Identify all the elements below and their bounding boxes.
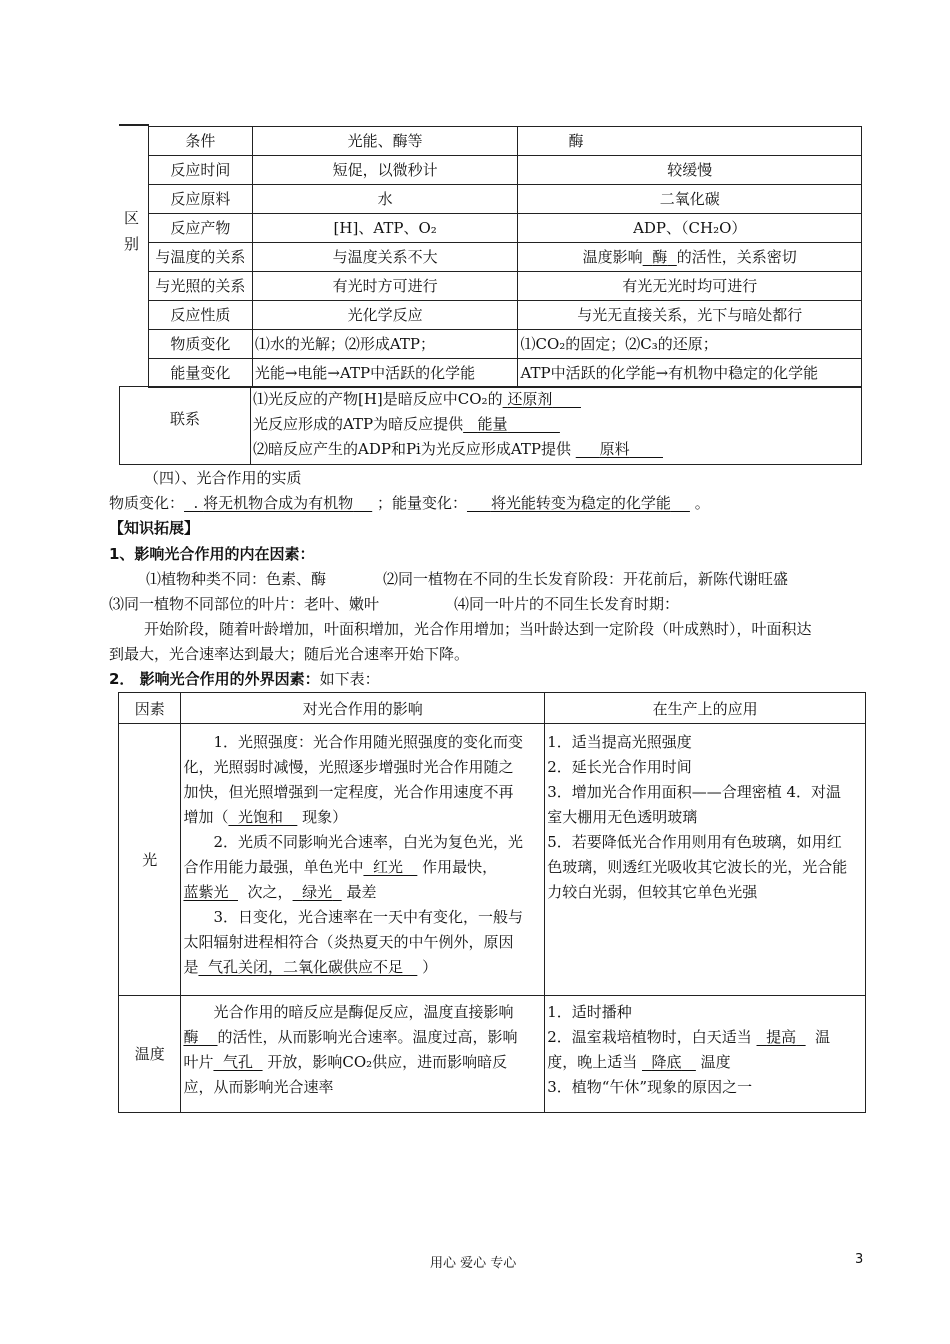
light-effect-line: 增加（ 光饱和 现象） [183,808,348,826]
light-effect-line: 2．光质不同影响光合速率，白光为复色光，光 [213,833,523,851]
dark-reaction-cell: 温度影响 酶 的活性，关系密切 [518,243,862,272]
factor-light: 光 [119,724,181,996]
light-effect-line: 太阳辐射进程相符合（炎热夏天的中午例外，原因 [183,933,514,951]
light-effect-line: 加快，但光照增强到一定程度，光合作用速度不再 [183,783,514,801]
dark-reaction-cell: 有光无光时均可进行 [518,272,862,301]
row-label: 反应性质 [149,301,253,330]
row-label: 能量变化 [149,359,253,388]
comparison-row [149,359,862,388]
link-row [119,386,862,465]
external-factors-table [118,692,866,1113]
comparison-row [149,127,862,156]
row-label: 与温度的关系 [149,243,253,272]
light-effect-line: 3．日变化，光合速率在一天中有变化，一般与 [213,908,523,926]
factor-temperature: 温度 [119,996,181,1113]
comparison-row [149,330,862,359]
temp-effect-cell: 光合作用的暗反应是酶促反应，温度直接影响 酶 的活性，从而影响光合速率。温度过高，影响 叶片 气孔 开放，影响CO₂供应，进而影响暗反 应，从而影响光合速率 [181,996,545,1113]
dark-reaction-cell: 酶 [518,127,862,156]
internal-factors-title: 1、影响光合作用的内在因素： [109,545,315,563]
light-reaction-cell: 短促，以微秒计 [252,156,518,185]
dark-reaction-cell: 与光无直接关系，光下与暗处都行 [518,301,862,330]
table1-side-label: 区别 [124,209,140,253]
row-label: 反应时间 [149,156,253,185]
header-factor: 因素 [119,693,181,724]
light-reaction-cell: 光能→电能→ATP中活跃的化学能 [252,359,518,388]
dark-reaction-cell: ⑴CO₂的固定；⑵C₃的还原； [518,330,862,359]
comparison-row [149,243,862,272]
light-effect-line: 蓝紫光 次之， 绿光 最差 [183,883,377,901]
light-application-line: 5．若要降低光合作用则用有色玻璃，如用红 [547,833,842,851]
light-application-line: 力较白光弱，但较其它单色光强 [547,883,758,901]
light-reaction-cell: 光化学反应 [252,301,518,330]
internal-factor-2: ⑵同一植物在不同的生长发育阶段：开花前后，新陈代谢旺盛 [383,570,789,588]
light-effect-line: 合作用能力最强，单色光中 红光 作用最快， [183,858,498,876]
light-application-line: 色玻璃，则透红光吸收其它波长的光，光合能 [547,858,848,876]
internal-paragraph-line-2: 到最大，光合速率达到最大；随后光合速率开始下降。 [109,645,470,663]
internal-factor-3: ⑶同一植物不同部位的叶片：老叶、嫩叶 [109,595,380,613]
comparison-row [149,301,862,330]
row-label: 与光照的关系 [149,272,253,301]
row-label: 物质变化 [149,330,253,359]
header-effect: 对光合作用的影响 [181,693,545,724]
expand-title: 【知识拓展】 [109,519,200,537]
light-application-line: 3．增加光合作用面积——合理密植 4．对温 [547,783,842,801]
light-reaction-cell: 水 [252,185,518,214]
comparison-row [149,185,862,214]
light-reaction-cell: 光能、酶等 [252,127,518,156]
light-effect-cell [181,724,545,996]
section4-heading: （四）、光合作用的实质 [144,469,302,487]
dark-reaction-cell: ATP中活跃的化学能→有机物中稳定的化学能 [518,359,862,388]
header-application: 在生产上的应用 [545,693,866,724]
row-label: 反应产物 [149,214,253,243]
comparison-table [148,126,862,388]
link-line-1: ⑴光反应的产物[H]是暗反应中CO₂的 还原剂 [253,390,553,408]
temp-application-cell: 1．适时播种 2．温室栽培植物时，白天适当 提高 温 度，晚上适当 降底 温度 3．植物“午休”现象的原因之一 [545,996,866,1113]
section4-summary: 物质变化： . 将无机物合成为有机物 ；能量变化： 将光能转变为稳定的化学能 。 [109,494,710,512]
link-line-3: ⑵暗反应产生的ADP和Pi为光反应形成ATP提供 原料 [253,440,630,458]
light-reaction-cell: ⑴水的光解；⑵形成ATP； [252,330,518,359]
light-reaction-cell: 与温度关系不大 [252,243,518,272]
link-line-2: 光反应形成的ATP为暗反应提供 能量 [253,415,508,433]
light-application-cell [545,724,866,996]
dark-reaction-cell: 二氧化碳 [518,185,862,214]
link-label: 联系 [170,410,201,428]
row-label: 反应原料 [149,185,253,214]
light-reaction-cell: [H]、ATP、O₂ [252,214,518,243]
external-factors-title: 2． 影响光合作用的外界因素：如下表： [109,670,380,688]
internal-factor-4: ⑷同一叶片的不同生长发育时期： [454,595,680,613]
light-effect-line: 化，光照弱时减慢，光照逐步增强时光合作用随之 [183,758,514,776]
page-number: 3 [855,1252,864,1267]
comparison-row [149,272,862,301]
dark-reaction-cell: 较缓慢 [518,156,862,185]
comparison-row [149,156,862,185]
dark-reaction-cell: ADP、（CH₂O） [518,214,862,243]
table1-top-stub [119,124,149,126]
light-application-line: 室大棚用无色透明玻璃 [547,808,698,826]
light-application-line: 2．延长光合作用时间 [547,758,692,776]
row-label: 条件 [149,127,253,156]
footer-text: 用心 爱心 专心 [430,1256,517,1271]
light-reaction-cell: 有光时方可进行 [252,272,518,301]
internal-factor-1: ⑴植物种类不同：色素、酶 [146,570,327,588]
light-effect-line: 1．光照强度：光合作用随光照强度的变化而变 [213,733,523,751]
internal-paragraph-line-1: 开始阶段，随着叶龄增加，叶面积增加，光合作用增加；当叶龄达到一定阶段（叶成熟时），叶面积达 [144,620,812,638]
light-effect-line: 是 气孔关闭，二氧化碳供应不足 ） [183,958,438,976]
comparison-row [149,214,862,243]
light-application-line: 1．适当提高光照强度 [547,733,692,751]
